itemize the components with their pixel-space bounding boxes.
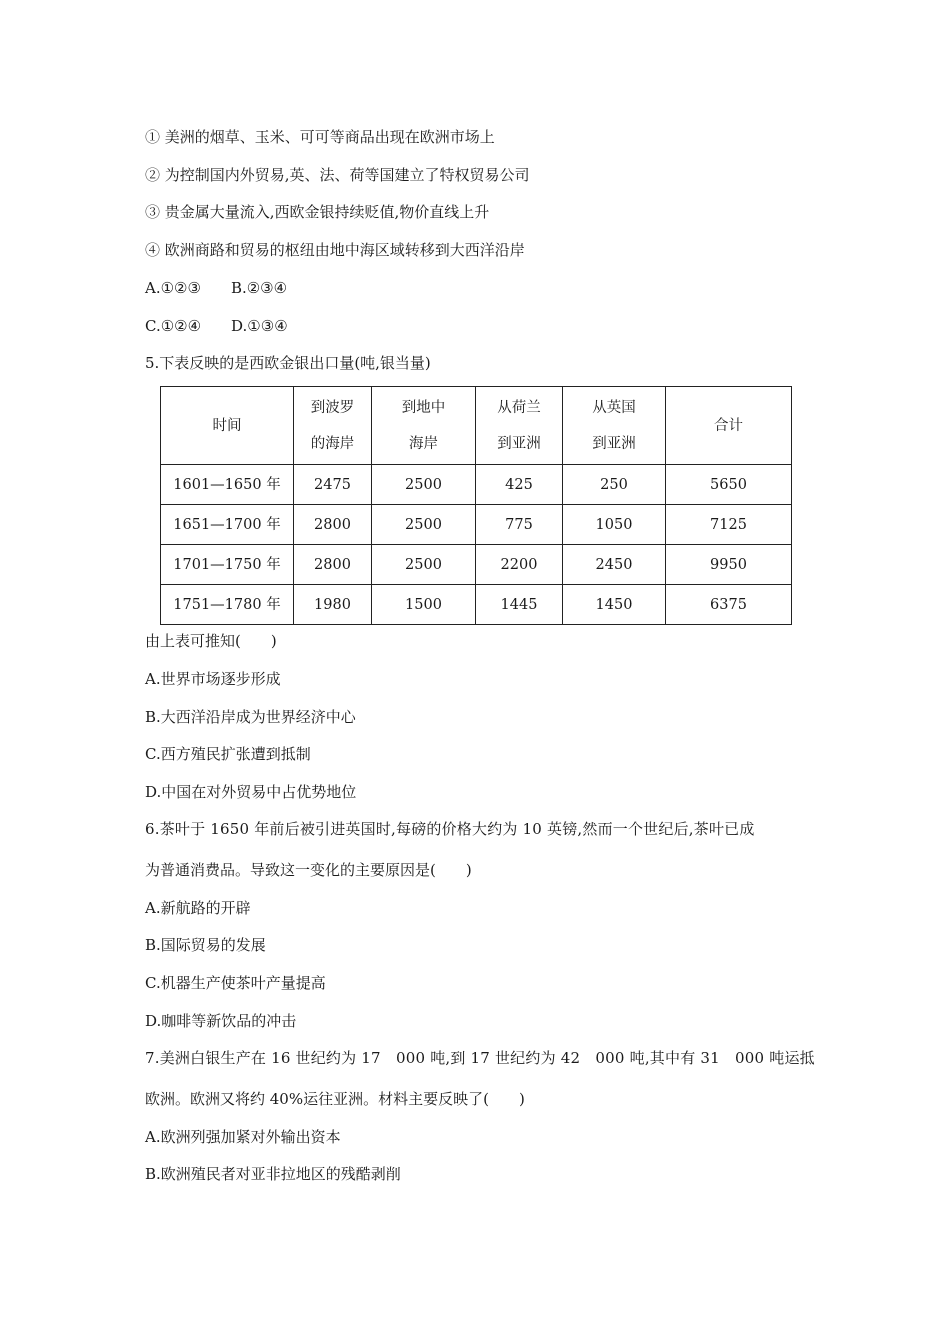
table-cell: 1500 <box>372 585 476 625</box>
question-6-option-b: B.国际贸易的发展 <box>145 936 266 954</box>
export-table <box>160 386 792 625</box>
table-header-row <box>161 387 792 465</box>
header-netherlands-asia: 从荷兰 到亚洲 <box>476 387 563 465</box>
statement-4: ④ 欧洲商路和贸易的枢纽由地中海区域转移到大西洋沿岸 <box>145 241 525 259</box>
table-cell: 2500 <box>372 545 476 585</box>
table-cell: 1751—1780 年 <box>161 585 294 625</box>
question-5-option-a: A.世界市场逐步形成 <box>145 670 281 688</box>
table-cell: 425 <box>476 465 563 505</box>
header-mediterranean: 到地中 海岸 <box>372 387 476 465</box>
question-7-stem-line-2: 欧洲。欧洲又将约 40%运往亚洲。材料主要反映了( ) <box>145 1090 525 1108</box>
table-cell: 1980 <box>294 585 372 625</box>
table-cell: 1445 <box>476 585 563 625</box>
table-cell: 250 <box>563 465 666 505</box>
question-7-stem-line-1: 7.美洲白银生产在 16 世纪约为 17 000 吨,到 17 世纪约为 42 000 吨,其中有 31 000 吨运抵 <box>145 1049 815 1067</box>
table-cell: 1651—1700 年 <box>161 505 294 545</box>
table-cell: 7125 <box>666 505 792 545</box>
question-6-option-d: D.咖啡等新饮品的冲击 <box>145 1012 297 1030</box>
table-cell: 2500 <box>372 465 476 505</box>
header-england-asia: 从英国 到亚洲 <box>563 387 666 465</box>
table-cell: 2200 <box>476 545 563 585</box>
table-cell: 2450 <box>563 545 666 585</box>
table-cell: 2500 <box>372 505 476 545</box>
choice-row-ab: A.①②③ B.②③④ <box>145 279 288 297</box>
table-cell: 6375 <box>666 585 792 625</box>
table-cell: 1701—1750 年 <box>161 545 294 585</box>
statement-2: ② 为控制国内外贸易,英、法、荷等国建立了特权贸易公司 <box>145 166 530 184</box>
table-cell: 2475 <box>294 465 372 505</box>
table-cell: 1450 <box>563 585 666 625</box>
header-total: 合计 <box>666 387 792 465</box>
question-6-stem-line-2: 为普通消费品。导致这一变化的主要原因是( ) <box>145 861 472 879</box>
table-cell: 2800 <box>294 505 372 545</box>
table-cell: 9950 <box>666 545 792 585</box>
question-6-stem-line-1: 6.茶叶于 1650 年前后被引进英国时,每磅的价格大约为 10 英镑,然而一个世纪后,茶叶已成 <box>145 820 755 838</box>
table-cell: 1601—1650 年 <box>161 465 294 505</box>
choice-row-cd: C.①②④ D.①③④ <box>145 317 288 335</box>
question-5-option-c: C.西方殖民扩张遭到抵制 <box>145 745 311 763</box>
table-row <box>161 505 792 545</box>
question-5-option-b: B.大西洋沿岸成为世界经济中心 <box>145 708 356 726</box>
header-time: 时间 <box>161 387 294 465</box>
table-cell: 2800 <box>294 545 372 585</box>
table-row <box>161 545 792 585</box>
table-row <box>161 585 792 625</box>
table-cell: 1050 <box>563 505 666 545</box>
table-cell: 775 <box>476 505 563 545</box>
table-cell: 5650 <box>666 465 792 505</box>
question-7-option-b: B.欧洲殖民者对亚非拉地区的残酷剥削 <box>145 1165 401 1183</box>
table-row <box>161 465 792 505</box>
question-5-prompt: 由上表可推知( ) <box>145 632 277 650</box>
question-5-stem: 5.下表反映的是西欧金银出口量(吨,银当量) <box>145 354 431 372</box>
statement-1: ① 美洲的烟草、玉米、可可等商品出现在欧洲市场上 <box>145 128 495 146</box>
question-6-option-c: C.机器生产使茶叶产量提高 <box>145 974 326 992</box>
question-5-option-d: D.中国在对外贸易中占优势地位 <box>145 783 357 801</box>
header-baltic: 到波罗 的海岸 <box>294 387 372 465</box>
statement-3: ③ 贵金属大量流入,西欧金银持续贬值,物价直线上升 <box>145 203 490 221</box>
question-7-option-a: A.欧洲列强加紧对外输出资本 <box>145 1128 341 1146</box>
question-6-option-a: A.新航路的开辟 <box>145 899 251 917</box>
